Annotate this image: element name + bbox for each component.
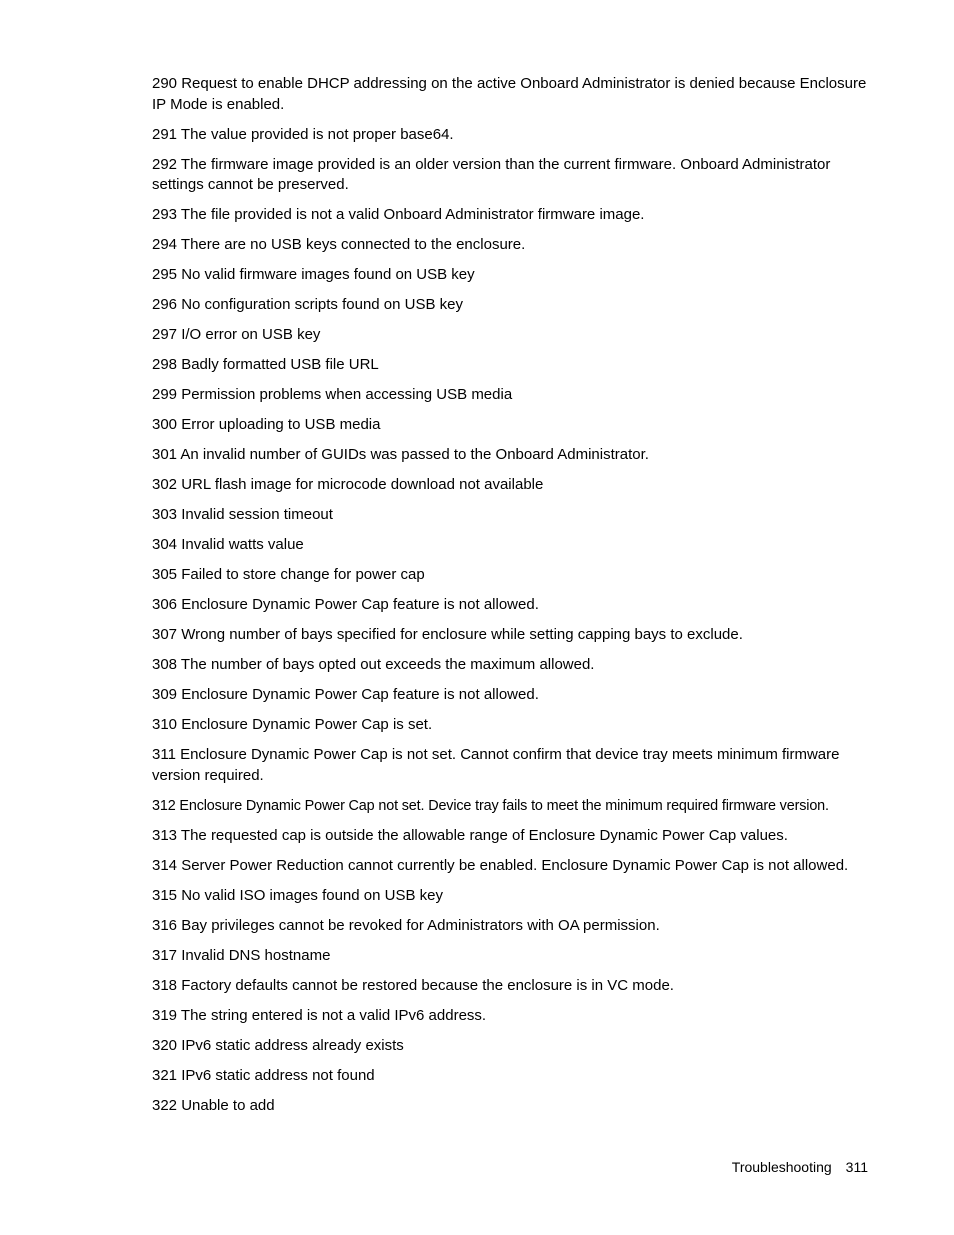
error-entry-294: 294 There are no USB keys connected to the enclosure. bbox=[152, 236, 526, 253]
error-entry-315: 315 No valid ISO images found on USB key bbox=[152, 886, 443, 904]
error-entry-297: 297 I/O error on USB key bbox=[152, 326, 321, 343]
error-entry-301: 301 An invalid number of GUIDs was passed to the Onboard Administrator. bbox=[152, 446, 649, 463]
page-footer bbox=[732, 1157, 868, 1177]
error-entry-300: 300 Error uploading to USB media bbox=[152, 416, 381, 433]
error-entry-298: 298 Badly formatted USB file URL bbox=[152, 356, 379, 373]
error-entry-303: 303 Invalid session timeout bbox=[152, 506, 333, 523]
error-code-list bbox=[152, 74, 874, 1126]
error-entry-305: 305 Failed to store change for power cap bbox=[152, 566, 425, 583]
error-entry-318: 318 Factory defaults cannot be restored because the enclosure is in VC mode. bbox=[152, 976, 674, 994]
error-entry-310: 310 Enclosure Dynamic Power Cap is set. bbox=[152, 716, 433, 733]
footer-section-title: Troubleshooting bbox=[731, 1159, 832, 1175]
error-entry-312: 312 Enclosure Dynamic Power Cap not set. Device tray fails to meet the minimum required firmware version. bbox=[152, 797, 829, 814]
error-entry-306: 306 Enclosure Dynamic Power Cap feature is not allowed. bbox=[152, 596, 539, 613]
error-entry-302: 302 URL flash image for microcode download not available bbox=[152, 476, 544, 493]
error-entry-308: 308 The number of bays opted out exceeds the maximum allowed. bbox=[152, 656, 595, 673]
error-entry-304: 304 Invalid watts value bbox=[152, 536, 304, 553]
error-entry-321: 321 IPv6 static address not found bbox=[152, 1066, 375, 1084]
error-entry-313: 313 The requested cap is outside the allowable range of Enclosure Dynamic Power Cap values. bbox=[152, 826, 788, 844]
error-entry-295: 295 No valid firmware images found on USB key bbox=[152, 266, 475, 283]
error-entry-320: 320 IPv6 static address already exists bbox=[152, 1036, 404, 1054]
error-entry-317: 317 Invalid DNS hostname bbox=[152, 946, 331, 964]
error-entry-299: 299 Permission problems when accessing USB media bbox=[152, 386, 513, 403]
error-entry-293: 293 The file provided is not a valid Onboard Administrator firmware image. bbox=[152, 206, 645, 223]
error-entry-311: 311 Enclosure Dynamic Power Cap is not set. Cannot confirm that device tray meets minimum firmware version required. bbox=[152, 746, 840, 784]
error-entry-314: 314 Server Power Reduction cannot currently be enabled. Enclosure Dynamic Power Cap is not allowed. bbox=[152, 856, 849, 874]
error-entry-307: 307 Wrong number of bays specified for enclosure while setting capping bays to exclude. bbox=[152, 626, 743, 643]
error-entry-319: 319 The string entered is not a valid IPv6 address. bbox=[152, 1006, 487, 1024]
error-entry-322: 322 Unable to add bbox=[152, 1096, 275, 1114]
error-entry-290: 290 Request to enable DHCP addressing on the active Onboard Administrator is denied because Enclosure IP Mode is enabled. bbox=[152, 75, 867, 113]
error-entry-292: 292 The firmware image provided is an older version than the current firmware. Onboard Administrator settings cannot be preserved. bbox=[152, 155, 831, 193]
error-entry-316: 316 Bay privileges cannot be revoked for Administrators with OA permission. bbox=[152, 916, 660, 934]
error-entry-309: 309 Enclosure Dynamic Power Cap feature is not allowed. bbox=[152, 686, 539, 703]
error-entry-296: 296 No configuration scripts found on USB key bbox=[152, 296, 464, 313]
page-number: 311 bbox=[845, 1159, 868, 1175]
error-entry-291: 291 The value provided is not proper base64. bbox=[152, 125, 454, 143]
